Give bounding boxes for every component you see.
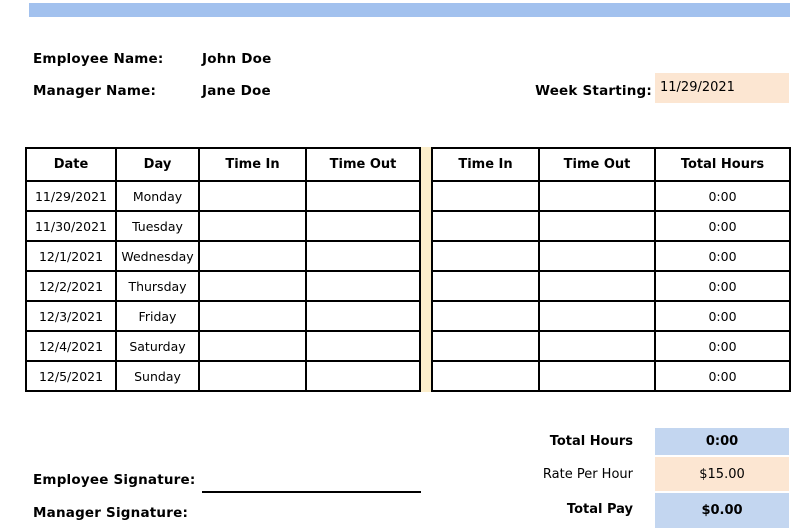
col-header-time-out-1: Time Out: [306, 148, 420, 181]
employee-signature-label: Employee Signature:: [33, 472, 196, 488]
col-header-date: Date: [26, 148, 116, 181]
time-in-cell[interactable]: [432, 241, 539, 271]
time-out-cell[interactable]: [306, 361, 420, 391]
day-cell: Friday: [116, 301, 199, 331]
time-out-cell[interactable]: [306, 181, 420, 211]
time-out-cell[interactable]: [539, 271, 655, 301]
time-out-cell[interactable]: [306, 331, 420, 361]
timesheet-table-right: [431, 147, 791, 392]
employee-signature-line[interactable]: [202, 477, 421, 493]
total-hours-cell: 0:00: [655, 211, 790, 241]
employee-name-value: John Doe: [202, 51, 272, 67]
table-row: [432, 331, 790, 361]
day-cell: Sunday: [116, 361, 199, 391]
total-hours-cell: 0:00: [655, 301, 790, 331]
time-in-cell[interactable]: [432, 181, 539, 211]
table-row: [26, 301, 420, 331]
total-pay-value: $0.00: [655, 493, 789, 528]
table-divider-strip: [421, 147, 431, 392]
time-in-cell[interactable]: [199, 181, 306, 211]
date-cell: 12/3/2021: [26, 301, 116, 331]
employee-name-label: Employee Name:: [33, 51, 164, 67]
total-hours-label: Total Hours: [549, 434, 633, 449]
time-out-cell[interactable]: [539, 331, 655, 361]
day-cell: Saturday: [116, 331, 199, 361]
week-starting-label: Week Starting:: [535, 83, 652, 99]
total-hours-cell: 0:00: [655, 331, 790, 361]
table-row: [432, 361, 790, 391]
table-row: [26, 241, 420, 271]
col-header-time-in-2: Time In: [432, 148, 539, 181]
col-header-total-hours: Total Hours: [655, 148, 790, 181]
table-row: [26, 361, 420, 391]
time-out-cell[interactable]: [306, 241, 420, 271]
table-row: [26, 271, 420, 301]
col-header-day: Day: [116, 148, 199, 181]
table-row: [432, 181, 790, 211]
manager-name-value: Jane Doe: [202, 83, 271, 99]
table-row: [432, 271, 790, 301]
rate-per-hour-label: Rate Per Hour: [542, 467, 633, 482]
table-header-row: [26, 148, 420, 181]
time-in-cell[interactable]: [199, 361, 306, 391]
week-starting-value-cell[interactable]: 11/29/2021: [655, 73, 789, 103]
total-hours-value: 0:00: [655, 428, 789, 455]
timesheet-table: [25, 147, 791, 392]
top-accent-bar: [29, 3, 790, 17]
time-in-cell[interactable]: [432, 211, 539, 241]
time-out-cell[interactable]: [539, 361, 655, 391]
total-hours-cell: 0:00: [655, 181, 790, 211]
date-cell: 12/1/2021: [26, 241, 116, 271]
total-hours-cell: 0:00: [655, 361, 790, 391]
time-out-cell[interactable]: [306, 271, 420, 301]
table-row: [26, 181, 420, 211]
total-hours-cell: 0:00: [655, 241, 790, 271]
time-in-cell[interactable]: [199, 271, 306, 301]
date-cell: 12/2/2021: [26, 271, 116, 301]
time-in-cell[interactable]: [432, 361, 539, 391]
date-cell: 11/29/2021: [26, 181, 116, 211]
date-cell: 11/30/2021: [26, 211, 116, 241]
day-cell: Wednesday: [116, 241, 199, 271]
time-in-cell[interactable]: [199, 301, 306, 331]
col-header-time-out-2: Time Out: [539, 148, 655, 181]
day-cell: Monday: [116, 181, 199, 211]
total-pay-label: Total Pay: [566, 502, 633, 517]
time-out-cell[interactable]: [306, 211, 420, 241]
day-cell: Thursday: [116, 271, 199, 301]
manager-name-label: Manager Name:: [33, 83, 157, 99]
table-row: [26, 331, 420, 361]
time-in-cell[interactable]: [432, 331, 539, 361]
time-in-cell[interactable]: [199, 241, 306, 271]
table-row: [432, 211, 790, 241]
day-cell: Tuesday: [116, 211, 199, 241]
rate-per-hour-value[interactable]: $15.00: [655, 457, 789, 491]
time-out-cell[interactable]: [539, 301, 655, 331]
col-header-time-in-1: Time In: [199, 148, 306, 181]
timesheet-table-left: [25, 147, 421, 392]
table-row: [432, 241, 790, 271]
time-in-cell[interactable]: [199, 211, 306, 241]
date-cell: 12/4/2021: [26, 331, 116, 361]
time-in-cell[interactable]: [432, 301, 539, 331]
time-out-cell[interactable]: [539, 211, 655, 241]
total-hours-cell: 0:00: [655, 271, 790, 301]
time-out-cell[interactable]: [306, 301, 420, 331]
date-cell: 12/5/2021: [26, 361, 116, 391]
table-row: [26, 211, 420, 241]
table-row: [432, 301, 790, 331]
time-in-cell[interactable]: [432, 271, 539, 301]
time-out-cell[interactable]: [539, 181, 655, 211]
manager-signature-label: Manager Signature:: [33, 505, 189, 521]
time-in-cell[interactable]: [199, 331, 306, 361]
table-header-row: [432, 148, 790, 181]
time-out-cell[interactable]: [539, 241, 655, 271]
